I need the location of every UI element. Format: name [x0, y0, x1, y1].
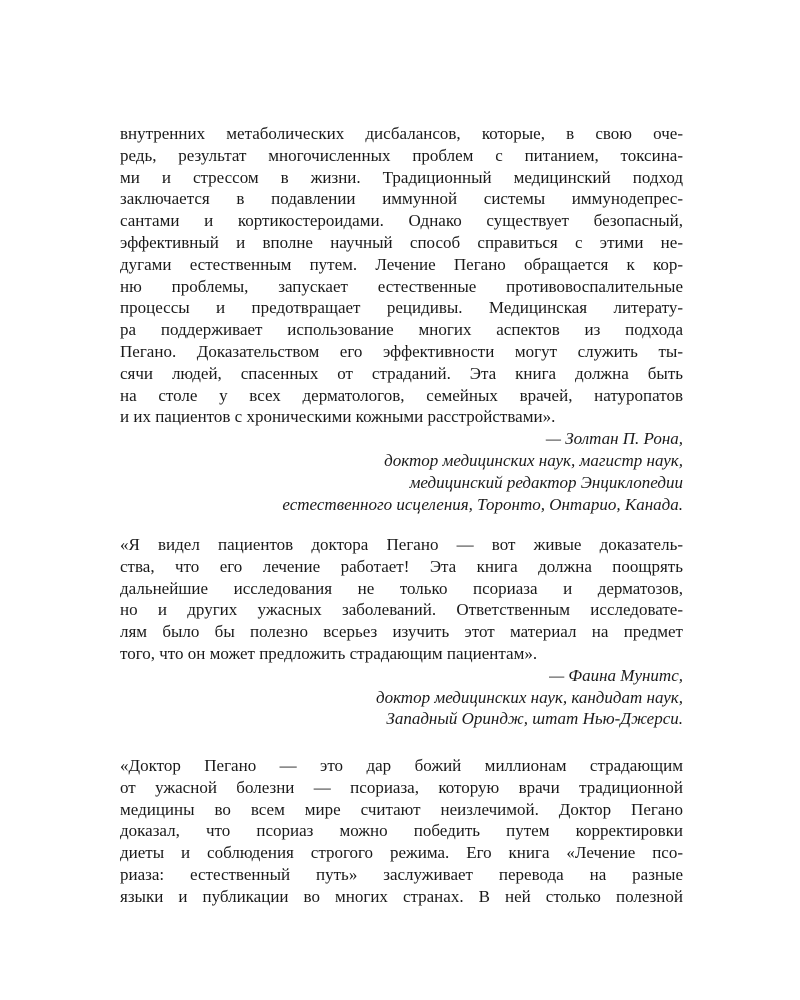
paragraph-2 [120, 534, 683, 730]
text-line: редь, результат многочисленных проблем с питанием, токсина- [120, 145, 683, 165]
text-line: сячи людей, спасенных от страданий. Эта книга должна быть [120, 363, 683, 383]
text-line: ню проблемы, запускает естественные противовоспалительные [120, 276, 683, 296]
attribution-line: медицинский редактор Энциклопедии [409, 472, 683, 492]
attribution-line: доктор медицинских наук, магистр наук, [384, 450, 683, 470]
text-line: сантами и кортикостероидами. Однако существует безопасный, [120, 211, 683, 231]
text-line: процессы и предотвращает рецидивы. Медицинская литерату- [120, 298, 683, 318]
text-line: ства, что его лечение работает! Эта книга должна поощрять [120, 556, 683, 576]
text-line: «Доктор Пегано — это дар божий миллионам страдающим [120, 756, 683, 775]
paragraph-1 [120, 123, 683, 515]
text-line: медицины во всем мире считают неизлечимой. Доктор Пегано [120, 799, 683, 819]
text-line: лям было бы полезно всерьез изучить этот материал на предмет [120, 622, 683, 642]
text-line: Пегано. Доказательством его эффективности могут служить ты- [120, 341, 683, 361]
attribution-line: естественного исцеления, Торонто, Онтарио, Канада. [282, 494, 683, 514]
text-line: но и других ужасных заболеваний. Ответственным исследовате- [120, 600, 683, 620]
attribution-line: — Золтан П. Рона, [545, 429, 683, 449]
paragraph-3 [120, 755, 683, 908]
text-line: заключается в подавлении иммунной системы иммунодепрес- [120, 189, 683, 209]
text-line: риаза: естественный путь» заслуживает перевода на разные [120, 864, 683, 884]
text-line: на столе у всех дерматологов, семейных врачей, натуропатов [120, 385, 683, 405]
text-line: дугами естественным путем. Лечение Пегано обращается к кор- [120, 254, 683, 274]
text-line: от ужасной болезни — псориаза, которую врачи традиционной [120, 777, 683, 797]
text-line: языки и публикации во многих странах. В ней столько полезной [120, 886, 683, 906]
attribution-line: Западный Ориндж, штат Нью-Джерси. [386, 709, 683, 729]
text-line: того, что он может предложить страдающим пациентам». [120, 643, 538, 663]
text-line: доказал, что псориаз можно победить путем корректировки [120, 821, 683, 841]
text-line: ми и стрессом в жизни. Традиционный медицинский подход [120, 167, 683, 187]
text-line: «Я видел пациентов доктора Пегано — вот живые доказатель- [120, 535, 683, 554]
text-line: диеты и соблюдения строгого режима. Его книга «Лечение псо- [120, 843, 683, 863]
text-line: и их пациентов с хроническими кожными расстройствами». [120, 407, 556, 427]
text-line: дальнейшие исследования не только псориаза и дерматозов, [120, 578, 683, 598]
text-line: эффективный и вполне научный способ справиться с этими не- [120, 232, 683, 252]
attribution-line: доктор медицинских наук, кандидат наук, [375, 687, 683, 707]
text-line: внутренних метаболических дисбалансов, которые, в свою оче- [120, 124, 683, 143]
attribution-line: — Фаина Мунитс, [549, 665, 683, 685]
text-line: ра поддерживает использование многих аспектов из подхода [120, 320, 683, 340]
